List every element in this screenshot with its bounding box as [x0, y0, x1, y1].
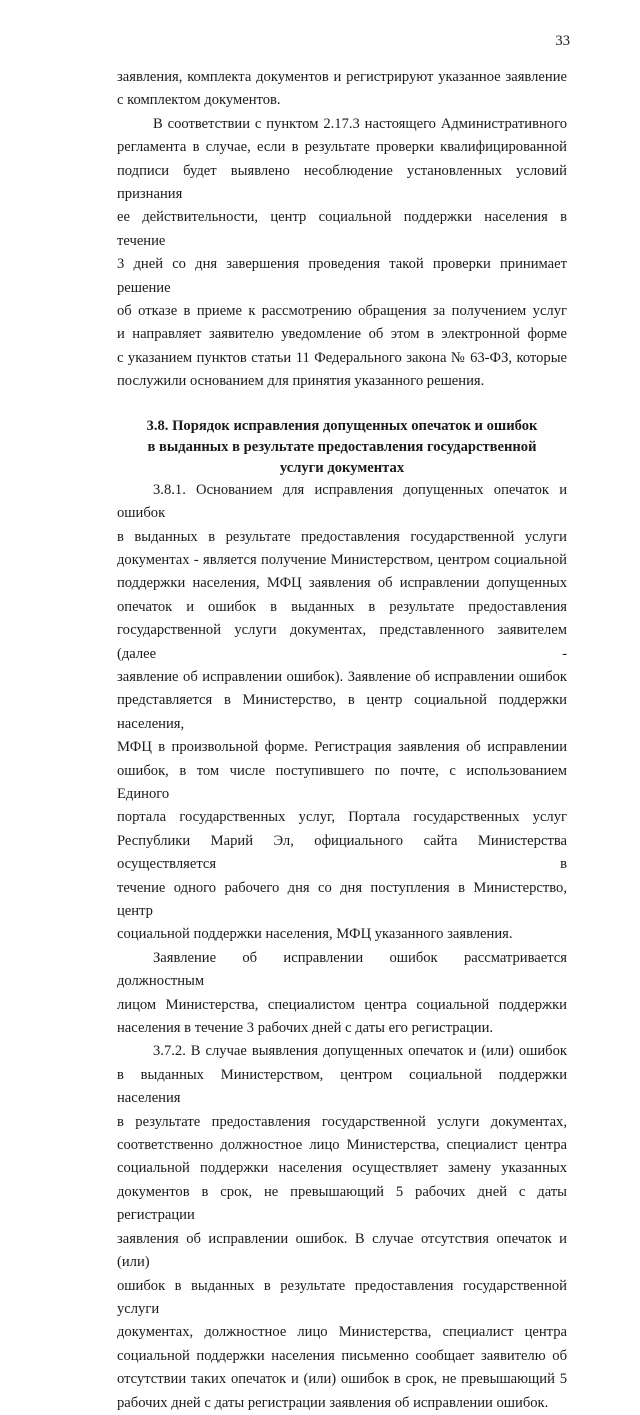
text-line: 3 дней со дня завершения проведения такой проверки принимает решение: [117, 256, 567, 296]
text-line: ошибок, в том числе поступившего по почте, с использованием Единого: [117, 762, 567, 802]
text-line: в выданных в результате предоставления государственной услуги: [117, 528, 567, 545]
text-line: портала государственных услуг, Портала государственных услуг: [117, 809, 567, 826]
text-line: документах - является получение Министерством, центром социальной: [117, 551, 567, 568]
page-number: 33: [555, 33, 570, 49]
text-line: рабочих дней с даты регистрации заявления об исправлении ошибок.: [117, 1394, 549, 1411]
text-line: документов в срок, не превышающий 5 рабочих дней с даты регистрации: [117, 1183, 567, 1224]
text-line: заявления, комплекта документов и регистрируют указанное заявление: [117, 69, 567, 85]
text-line: в результате предоставления государственной услуги документах,: [117, 1113, 567, 1130]
text-line: Республики Марий Эл, официального сайта Министерства осуществляется в: [117, 832, 567, 873]
text-line: ее действительности, центр социальной поддержки населения в течение: [117, 209, 567, 249]
paragraph-3-7-2: [117, 1040, 567, 1415]
section-heading: [117, 416, 567, 479]
text-line: отсутствии таких опечаток и (или) ошибок в срок, не превышающий 5: [117, 1371, 567, 1388]
text-line: 3.7.2. В случае выявления допущенных опечаток и (или) ошибок: [153, 1043, 567, 1060]
text-line: с комплектом документов.: [117, 92, 281, 109]
heading-line: услуги документах: [279, 459, 405, 476]
text-line: соответственно должностное лицо Министерства, специалист центра: [117, 1137, 567, 1154]
text-line: МФЦ в произвольной форме. Регистрация заявления об исправлении: [117, 739, 567, 756]
paragraph-review-period: [117, 947, 567, 1041]
document-body: [117, 66, 567, 1415]
text-line: 3.8.1. Основанием для исправления допущенных опечаток и ошибок: [117, 481, 567, 522]
text-line: течение одного рабочего дня со дня поступления в Министерство, центр: [117, 879, 567, 919]
paragraph-signature-check: [117, 113, 567, 394]
text-line: подписи будет выявлено несоблюдение установленных условий признания: [117, 162, 567, 203]
text-line: государственной услуги документах, представленного заявителем (далее -: [117, 622, 567, 662]
text-line: социальной поддержки населения осуществляет замену указанных: [117, 1160, 567, 1177]
text-line: об отказе в приеме к рассмотрению обращения за получением услуг: [117, 303, 567, 320]
text-line: Заявление об исправлении ошибок рассматривается должностным: [117, 949, 567, 990]
text-line: В соответствии с пунктом 2.17.3 настоящего Административного: [153, 115, 567, 132]
text-line: документах, должностное лицо Министерства, специалист центра: [117, 1324, 567, 1341]
text-line: и направляет заявителю уведомление об этом в электронной форме: [117, 326, 567, 343]
text-line: послужили основанием для принятия указанного решения.: [117, 373, 485, 390]
text-line: поддержки населения, МФЦ заявления об исправлении допущенных: [117, 575, 567, 592]
text-line: лицом Министерства, специалистом центра социальной поддержки: [117, 996, 567, 1013]
text-line: заявления об исправлении ошибок. В случае отсутствия опечаток и (или): [117, 1230, 567, 1271]
text-line: населения в течение 3 рабочих дней с даты его регистрации.: [117, 1020, 494, 1037]
paragraph-3-8-1: [117, 479, 567, 947]
text-line: ошибок в выданных в результате предоставления государственной услуги: [117, 1277, 567, 1317]
text-line: опечаток и ошибок в выданных в результате предоставления: [117, 598, 567, 615]
heading-line: 3.8. Порядок исправления допущенных опечаток и ошибок: [146, 417, 538, 434]
text-line: социальной поддержки населения, МФЦ указанного заявления.: [117, 926, 513, 943]
text-line: регламента в случае, если в результате проверки квалифицированной: [117, 139, 567, 156]
heading-line: в выданных в результате предоставления государственной: [147, 438, 537, 455]
text-line: социальной поддержки населения письменно сообщает заявителю об: [117, 1347, 567, 1364]
text-line: заявление об исправлении ошибок). Заявление об исправлении ошибок: [117, 668, 567, 685]
text-line: представляется в Министерство, в центр социальной поддержки населения,: [117, 692, 567, 732]
paragraph-continuation: [117, 66, 567, 113]
text-line: с указанием пунктов статьи 11 Федерального закона № 63-ФЗ, которые: [117, 349, 567, 366]
text-line: в выданных Министерством, центром социальной поддержки населения: [117, 1066, 567, 1107]
